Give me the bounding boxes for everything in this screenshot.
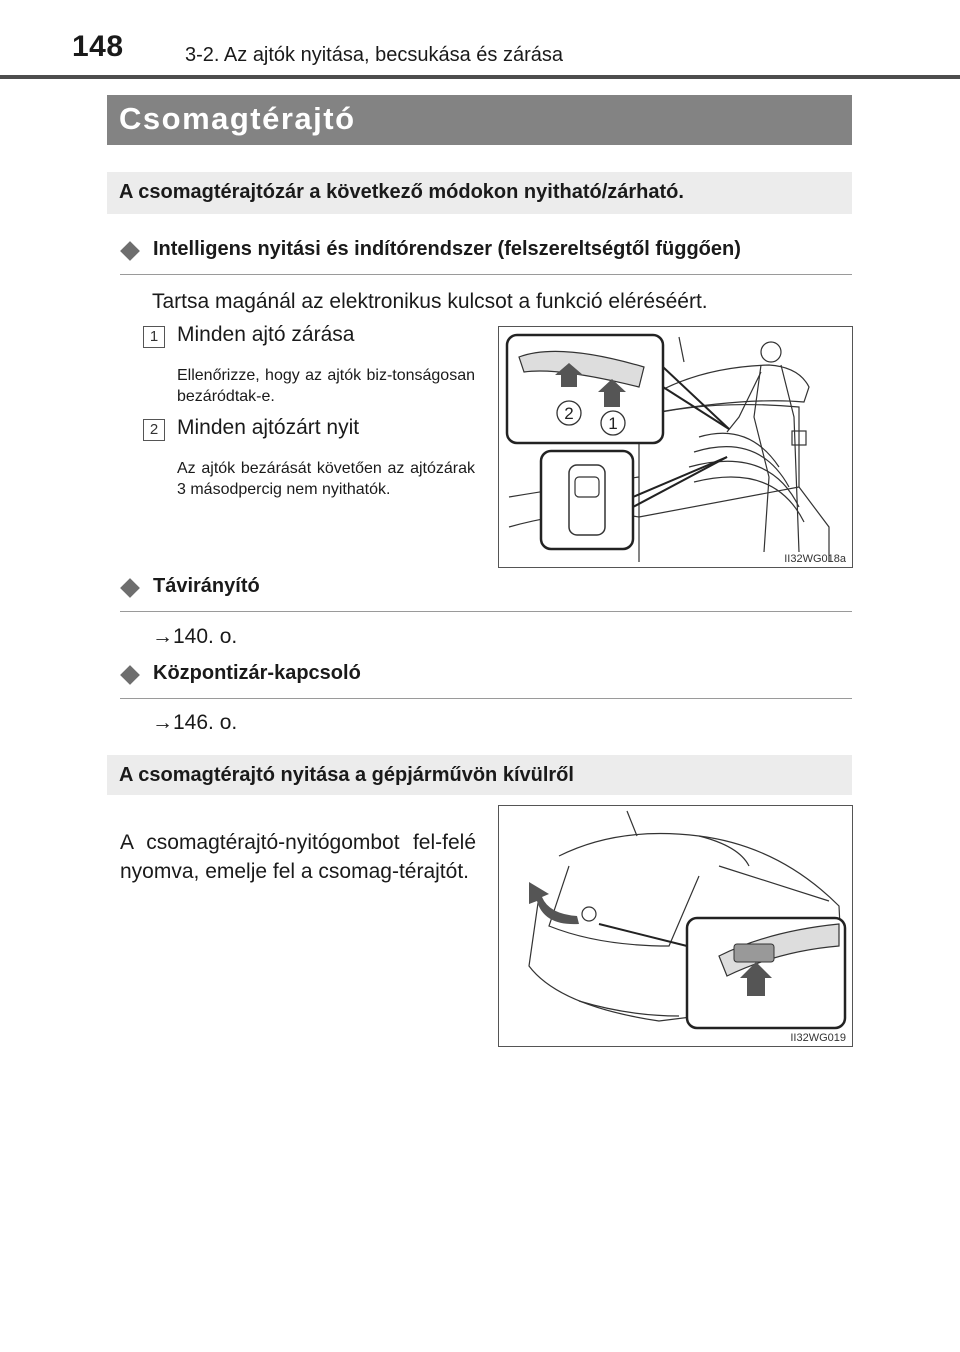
switch-heading-text: Központizár-kapcsoló [153, 662, 361, 684]
figure-callout-1: 1 [608, 414, 618, 433]
item-number-1: 1 [143, 326, 165, 348]
remote-heading [120, 575, 852, 612]
lift-arrow-icon [529, 882, 579, 924]
electronic-key-callout [541, 451, 727, 549]
section-title-banner [107, 95, 852, 145]
back-door-figure [498, 805, 853, 1047]
smart-entry-figure [498, 326, 853, 568]
smart-entry-heading-text: Intelligens nyitási és indítórendszer (felszereltségtől függően) [153, 238, 741, 260]
lock-methods-banner [107, 172, 852, 214]
item-2-note: Az ajtók bezárását követően az ajtózárak 3 másodpercig nem nyithatók. [177, 460, 475, 498]
figure-code-1: II32WG018a [784, 553, 846, 565]
arrow-icon: → [152, 711, 173, 734]
remote-heading-text: Távirányító [153, 575, 260, 597]
lock-methods-title: A csomagtérajtózár a következő módokon nyitható/zárható. [119, 181, 684, 203]
section-title: Csomagtérajtó [119, 101, 356, 136]
switch-reference[interactable] [152, 711, 237, 735]
switch-heading [120, 662, 852, 699]
open-instructions: A csomagtérajtó-nyitógombot fel-felé nyomva, emelje fel a csomag-térajtót. [120, 831, 476, 883]
callout-switch [507, 335, 729, 443]
diamond-bullet-icon [120, 578, 140, 598]
arrow-icon: → [152, 625, 173, 648]
smart-entry-heading [120, 238, 852, 275]
remote-page-ref: 140. o. [173, 625, 238, 648]
item-2-title: Minden ajtózárt nyit [177, 416, 360, 439]
diamond-bullet-icon [120, 665, 140, 685]
remote-reference[interactable] [152, 625, 237, 649]
smart-entry-illustration [499, 327, 852, 567]
item-1-note: Ellenőrizze, hogy az ajtók biz-tonságosan bezáródtak-e. [177, 367, 475, 405]
switch-page-ref: 146. o. [173, 711, 238, 734]
back-door-illustration [499, 806, 852, 1046]
item-number-2: 2 [143, 419, 165, 441]
figure-code-2: II32WG019 [790, 1032, 846, 1044]
item-1-title: Minden ajtó zárása [177, 323, 355, 346]
page-number: 148 [72, 30, 124, 63]
figure-callout-2: 2 [564, 404, 574, 423]
open-from-outside-banner [107, 755, 852, 795]
opener-switch-callout [599, 918, 845, 1028]
smart-entry-intro: Tartsa magánál az elektronikus kulcsot a funkció eléréséért. [152, 290, 708, 313]
chapter-title: 3-2. Az ajtók nyitása, becsukása és zárása [185, 44, 563, 66]
header-divider [0, 75, 960, 79]
open-from-outside-title: A csomagtérajtó nyitása a gépjárművön kívülről [119, 764, 574, 786]
diamond-bullet-icon [120, 241, 140, 261]
